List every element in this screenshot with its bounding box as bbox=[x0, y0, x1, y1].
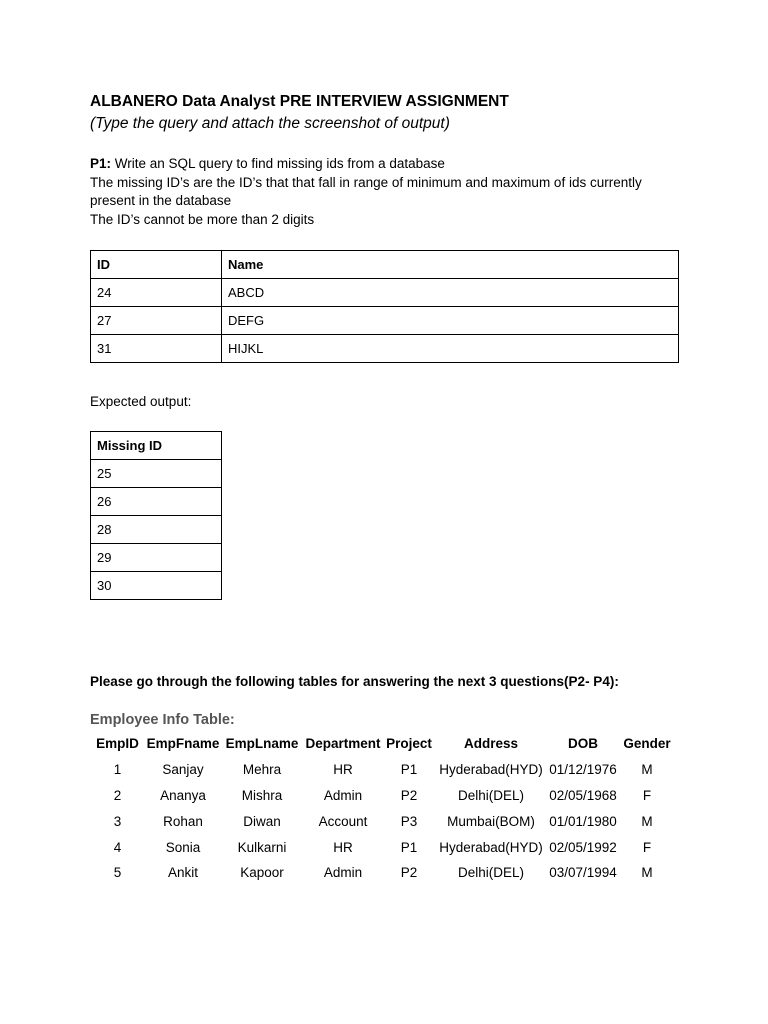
p1-description-line: The missing ID’s are the ID’s that that fall in range of minimum and maximum of ids currently bbox=[90, 174, 642, 190]
table-cell: 2 bbox=[113, 787, 122, 803]
column-header-address: Address bbox=[463, 736, 519, 752]
table-cell: Sanjay bbox=[162, 762, 204, 778]
table-cell: HIJKL bbox=[222, 335, 679, 363]
table-cell: 26 bbox=[91, 488, 222, 516]
table-cell: ABCD bbox=[222, 279, 679, 307]
p1-label: P1: bbox=[90, 156, 112, 171]
table-header-row bbox=[91, 251, 679, 279]
table-cell: DEFG bbox=[222, 307, 679, 335]
table-cell: 24 bbox=[91, 279, 222, 307]
table-cell: M bbox=[641, 762, 653, 778]
employee-table-title: Employee Info Table: bbox=[90, 712, 235, 728]
table-cell: Mumbai(BOM) bbox=[447, 813, 535, 829]
table-cell: F bbox=[642, 787, 652, 803]
table-cell: 01/12/1976 bbox=[549, 762, 617, 778]
table-cell: Kulkarni bbox=[237, 839, 287, 855]
table-cell: Admin bbox=[323, 787, 363, 803]
table-cell: Mehra bbox=[242, 762, 282, 778]
table-cell: Mishra bbox=[241, 787, 283, 803]
document-subtitle: (Type the query and attach the screenshot of output) bbox=[90, 115, 450, 132]
table-cell: P2 bbox=[400, 787, 418, 803]
table-cell: 30 bbox=[91, 572, 222, 600]
p1-question-text: Write an SQL query to find missing ids from a database bbox=[111, 156, 445, 171]
table-cell: Delhi(DEL) bbox=[457, 787, 525, 803]
table-cell: Hyderabad(HYD) bbox=[439, 762, 543, 778]
table-cell: Hyderabad(HYD) bbox=[439, 839, 543, 855]
table-cell: 5 bbox=[113, 865, 122, 881]
column-header-emplname: EmpLname bbox=[225, 736, 299, 752]
table-cell: P2 bbox=[400, 865, 418, 881]
table-row bbox=[91, 307, 679, 335]
table-cell: P1 bbox=[400, 762, 418, 778]
table-row bbox=[90, 757, 675, 783]
table-row bbox=[91, 279, 679, 307]
table-cell: Rohan bbox=[163, 813, 203, 829]
table-cell: Sonia bbox=[165, 839, 201, 855]
column-header-empfname: EmpFname bbox=[146, 736, 220, 752]
table-row bbox=[90, 783, 675, 809]
table-cell: 4 bbox=[113, 839, 122, 855]
table-row bbox=[91, 572, 222, 600]
table-cell: 02/05/1992 bbox=[549, 839, 617, 855]
table-cell: 28 bbox=[91, 516, 222, 544]
table-header-row bbox=[90, 731, 675, 757]
table-cell: Account bbox=[318, 813, 368, 829]
table-row bbox=[90, 860, 675, 886]
table-cell: 01/01/1980 bbox=[549, 813, 617, 829]
column-header-name: Name bbox=[222, 251, 679, 279]
table-cell: HR bbox=[333, 839, 353, 855]
column-header-project: Project bbox=[386, 736, 432, 752]
table-row bbox=[90, 834, 675, 860]
table-cell: Ankit bbox=[167, 865, 198, 881]
table-cell: P3 bbox=[400, 813, 418, 829]
document-title: ALBANERO Data Analyst PRE INTERVIEW ASSIGNMENT bbox=[90, 93, 509, 110]
table-cell: 27 bbox=[91, 307, 222, 335]
column-header-gender: Gender bbox=[623, 736, 671, 752]
table-cell: Delhi(DEL) bbox=[457, 865, 525, 881]
table-cell: F bbox=[642, 839, 652, 855]
column-header-id: ID bbox=[91, 251, 222, 279]
table-cell: 29 bbox=[91, 544, 222, 572]
table-row bbox=[91, 335, 679, 363]
table-row bbox=[91, 488, 222, 516]
p1-question-line bbox=[90, 155, 690, 174]
table-row bbox=[91, 516, 222, 544]
table-cell: HR bbox=[333, 762, 353, 778]
table-cell: 25 bbox=[91, 460, 222, 488]
table-cell: Admin bbox=[323, 865, 363, 881]
missing-id-table bbox=[90, 431, 222, 600]
column-header-dob: DOB bbox=[568, 736, 598, 752]
table-cell: Diwan bbox=[243, 813, 281, 829]
p1-description-line: present in the database bbox=[90, 193, 232, 208]
instruction-text: Please go through the following tables for answering the next 3 questions(P2- P4): bbox=[90, 674, 619, 689]
table-cell: 31 bbox=[91, 335, 222, 363]
table-cell: 1 bbox=[113, 762, 122, 778]
table-row bbox=[90, 808, 675, 834]
table-header-row bbox=[91, 432, 222, 460]
p1-question bbox=[90, 155, 690, 229]
expected-output-label: Expected output: bbox=[90, 394, 192, 409]
column-header-department: Department bbox=[305, 736, 381, 752]
table-row bbox=[91, 544, 222, 572]
table-cell: M bbox=[641, 865, 653, 881]
ids-table bbox=[90, 250, 679, 363]
table-cell: 03/07/1994 bbox=[549, 865, 617, 881]
table-cell: Ananya bbox=[160, 787, 206, 803]
column-header-empid: EmpID bbox=[96, 736, 139, 752]
employee-info-table bbox=[90, 731, 675, 886]
column-header-missing-id: Missing ID bbox=[91, 432, 222, 460]
p1-constraint-line: The ID’s cannot be more than 2 digits bbox=[90, 211, 315, 227]
table-cell: 3 bbox=[113, 813, 122, 829]
table-cell: M bbox=[641, 813, 653, 829]
table-row bbox=[91, 460, 222, 488]
table-cell: Kapoor bbox=[240, 865, 284, 881]
table-cell: P1 bbox=[400, 839, 418, 855]
table-cell: 02/05/1968 bbox=[549, 787, 617, 803]
